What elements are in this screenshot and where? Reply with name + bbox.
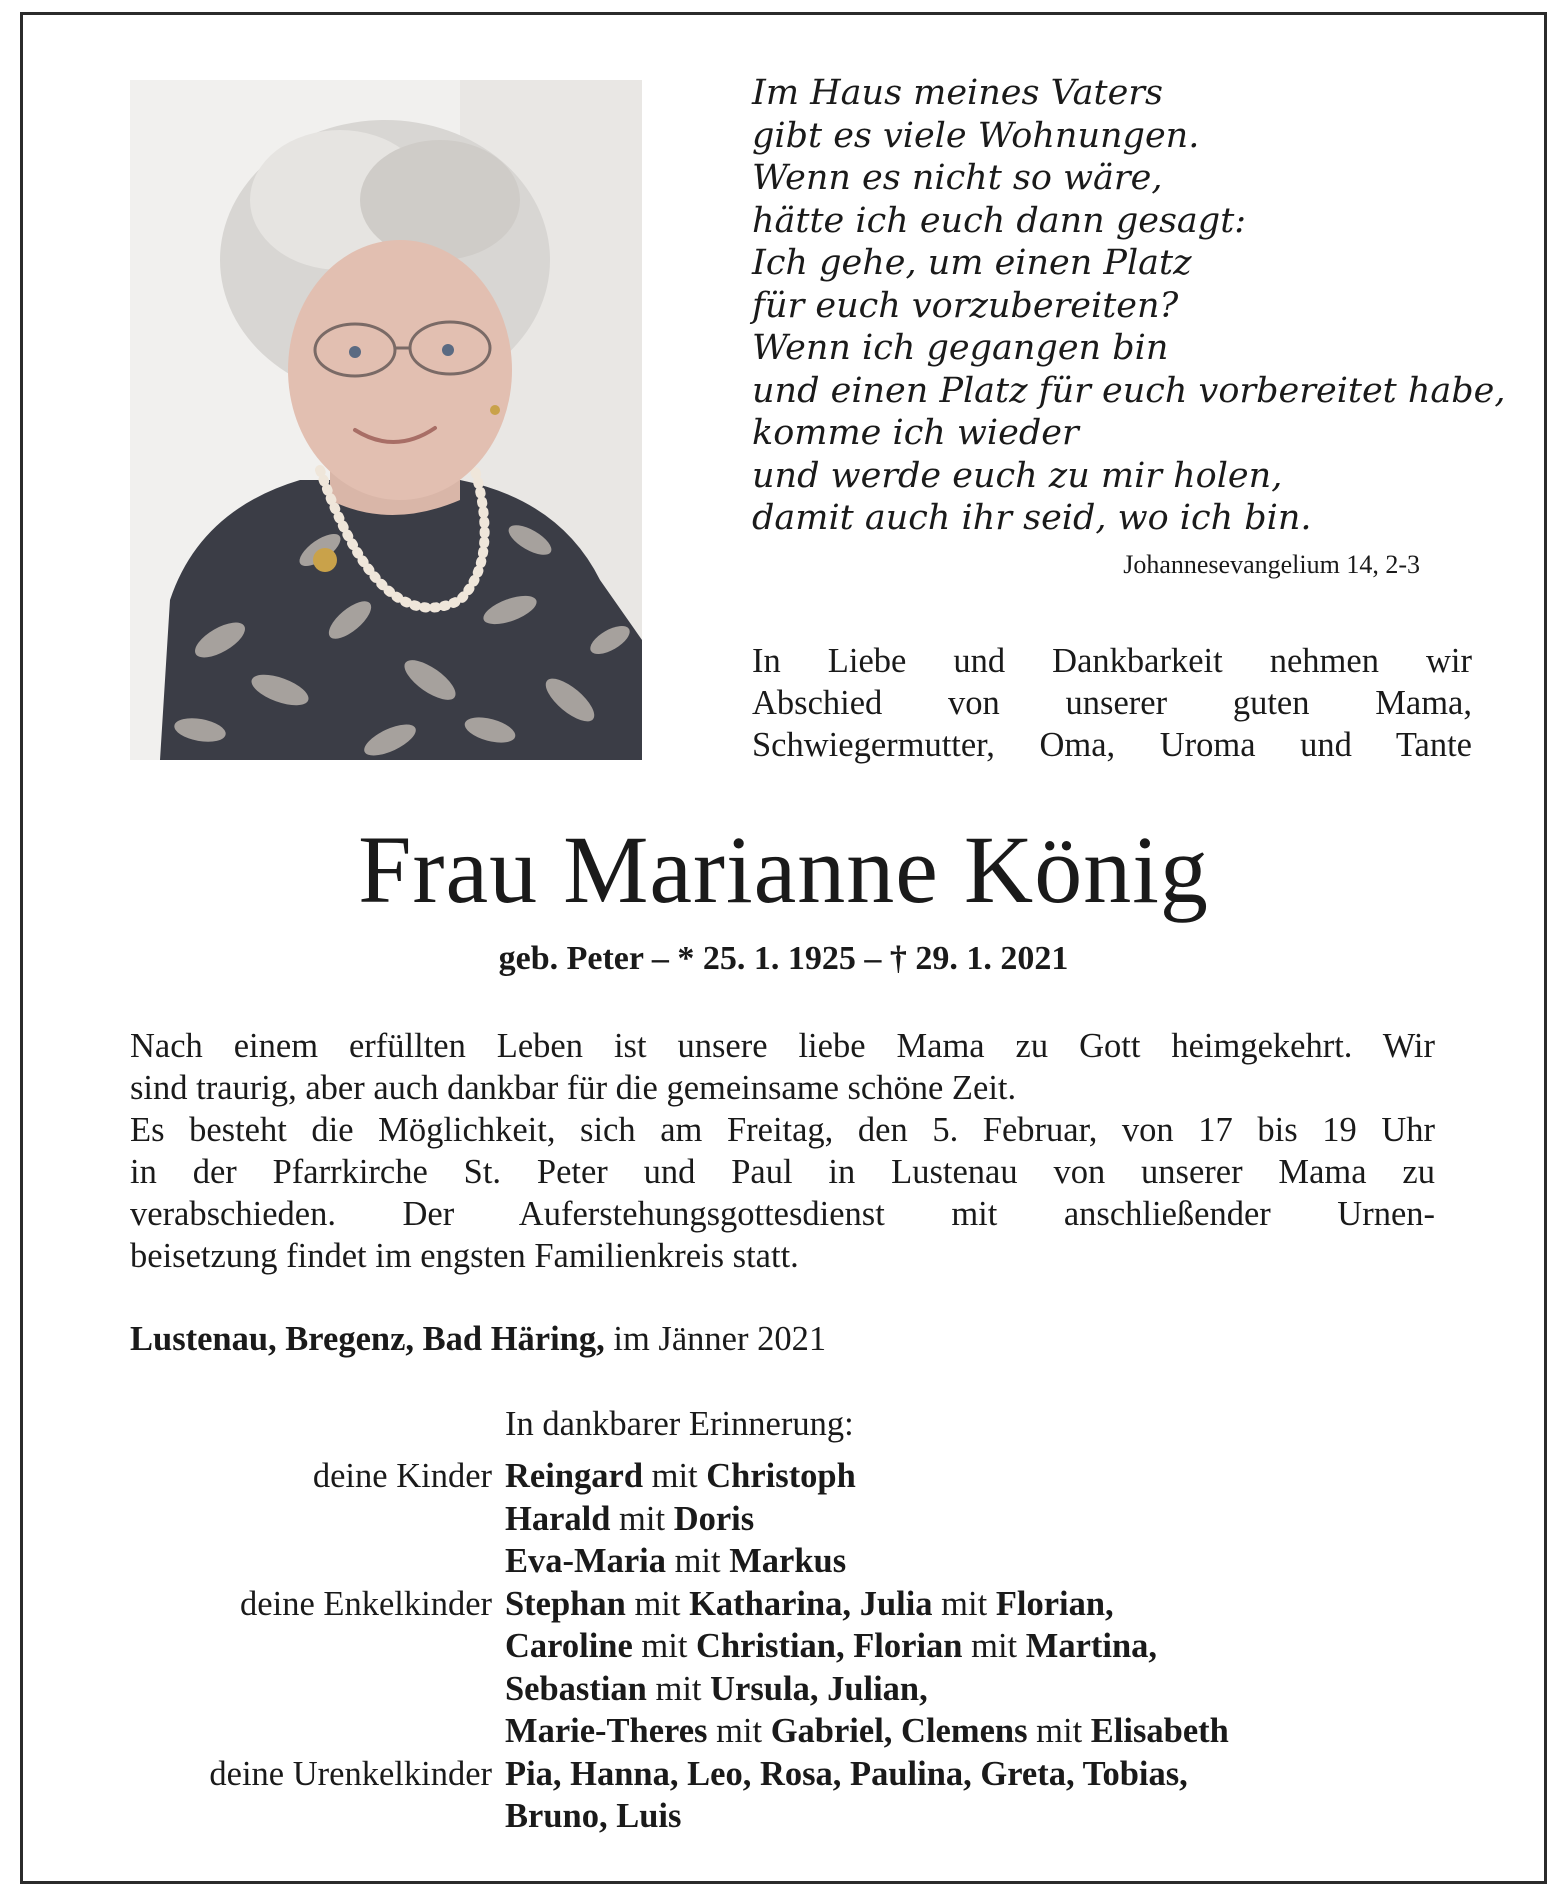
- connector: [818, 1670, 827, 1708]
- relatives-line: [505, 1455, 1470, 1498]
- verse-line: Wenn es nicht so wäre,: [752, 158, 1163, 198]
- farewell-intro: [752, 640, 1472, 766]
- verse-line: damit auch ihr seid, wo ich bin.: [752, 498, 1312, 538]
- relative-name: Pia, Hanna, Leo, Rosa, Paulina, Greta, Tobias,: [505, 1754, 1188, 1793]
- connector: mit: [610, 1499, 674, 1538]
- grandchildren-names: [505, 1583, 1470, 1753]
- life-dates: geb. Peter – * 25. 1. 1925 – † 29. 1. 2021: [498, 940, 1069, 977]
- connector: [892, 1712, 901, 1750]
- relative-name: Eva-Maria: [505, 1542, 666, 1580]
- verse-line: für euch vorzubereiten?: [752, 285, 1179, 326]
- intro-line: Schwiegermutter, Oma, Uroma und Tante: [752, 726, 1472, 764]
- relative-name: Katharina,: [689, 1584, 852, 1623]
- relative-name: Sebastian: [505, 1669, 647, 1708]
- intro-line: Abschied von unserer guten Mama,: [752, 684, 1472, 722]
- announcement-line: in der Pfarrkirche St. Peter und Paul in Lustenau von unserer Mama zu: [130, 1153, 1435, 1191]
- relative-name: Gabriel,: [770, 1712, 893, 1750]
- relative-name: Stephan: [505, 1584, 626, 1623]
- connector: [845, 1627, 854, 1665]
- connector: mit: [643, 1457, 707, 1495]
- connector: mit: [932, 1584, 996, 1623]
- great-grandchildren-names: [505, 1753, 1470, 1838]
- verse-line: und einen Platz für euch vorbereitet habe,: [752, 370, 1506, 411]
- relative-name: Christoph: [706, 1457, 856, 1495]
- relative-name: Julian,: [827, 1669, 928, 1708]
- grandchildren-label: deine Enkelkinder: [240, 1584, 492, 1623]
- relative-name: Julia: [859, 1584, 933, 1623]
- relative-name: Markus: [729, 1542, 847, 1580]
- announcement-line: Nach einem erfüllten Leben ist unsere liebe Mama zu Gott heimgekehrt. Wir: [130, 1027, 1435, 1065]
- relative-name: Clemens: [901, 1712, 1028, 1750]
- connector: mit: [1027, 1712, 1091, 1750]
- bible-verse: [752, 72, 1506, 540]
- great-grandchildren-group: [130, 1753, 1470, 1838]
- verse-line: Wenn ich gegangen bin: [752, 328, 1169, 368]
- verse-line: und werde euch zu mir holen,: [752, 455, 1283, 496]
- mourners-list: [130, 1455, 1470, 1838]
- verse-line: gibt es viele Wohnungen.: [752, 115, 1200, 156]
- relative-name: Florian,: [995, 1584, 1114, 1623]
- relatives-line: [505, 1795, 1470, 1838]
- relative-name: Doris: [673, 1499, 755, 1538]
- portrait-photo: [130, 80, 642, 760]
- verse-line: hätte ich euch dann gesagt:: [752, 200, 1247, 241]
- relative-name: Ursula,: [710, 1669, 819, 1708]
- relatives-line: [505, 1583, 1470, 1626]
- announcement-text: [130, 1025, 1435, 1277]
- connector: [851, 1585, 860, 1623]
- connector: mit: [707, 1712, 771, 1750]
- children-names: [505, 1455, 1470, 1583]
- connector: mit: [632, 1627, 697, 1665]
- relatives-line: [505, 1540, 1470, 1583]
- connector: mit: [962, 1627, 1026, 1665]
- deceased-name: Frau Marianne König: [358, 816, 1209, 923]
- relative-name: Martina,: [1025, 1627, 1158, 1665]
- relative-name: Christian,: [696, 1627, 845, 1665]
- children-group: [130, 1455, 1470, 1583]
- relative-name: Caroline: [505, 1627, 633, 1665]
- relative-name: Marie-Theres: [505, 1712, 708, 1750]
- children-label: deine Kinder: [312, 1457, 492, 1495]
- portrait-illustration: [130, 80, 642, 760]
- connector: mit: [665, 1542, 730, 1580]
- grandchildren-group: [130, 1583, 1470, 1753]
- great-grandchildren-label: deine Urenkelkinder: [209, 1754, 492, 1793]
- verse-source: Johannesevangelium 14, 2-3: [1123, 550, 1420, 579]
- relatives-line: [505, 1753, 1470, 1796]
- relative-name: Reingard: [505, 1457, 643, 1495]
- relatives-line: [505, 1625, 1470, 1668]
- relative-name: Florian: [853, 1627, 963, 1665]
- intro-line: In Liebe und Dankbarkeit nehmen wir: [752, 642, 1472, 680]
- relatives-line: [505, 1498, 1470, 1541]
- announcement-line: Es besteht die Möglichkeit, sich am Freitag, den 5. Februar, von 17 bis 19 Uhr: [130, 1111, 1435, 1149]
- place-and-date: [130, 1320, 826, 1359]
- verse-line: komme ich wieder: [752, 413, 1079, 453]
- verse-line: Im Haus meines Vaters: [752, 73, 1163, 113]
- verse-line: Ich gehe, um einen Platz: [752, 243, 1192, 283]
- announcement-line: beisetzung findet im engsten Familienkreis statt.: [130, 1237, 799, 1275]
- memory-label: In dankbarer Erinnerung:: [505, 1405, 854, 1443]
- relative-name: Harald: [505, 1499, 611, 1538]
- connector: mit: [625, 1584, 690, 1623]
- places: Lustenau, Bregenz, Bad Häring,: [130, 1320, 605, 1358]
- relative-name: Elisabeth: [1090, 1712, 1229, 1750]
- relatives-line: [505, 1710, 1470, 1753]
- relatives-line: [505, 1668, 1470, 1711]
- announcement-line: sind traurig, aber auch dankbar für die gemeinsame schöne Zeit.: [130, 1069, 1017, 1107]
- connector: mit: [646, 1669, 711, 1708]
- relative-name: Bruno, Luis: [505, 1797, 682, 1835]
- month-year: im Jänner 2021: [613, 1320, 827, 1358]
- announcement-line: verabschieden. Der Auferstehungsgottesdienst mit anschließender Urnen-: [130, 1195, 1435, 1233]
